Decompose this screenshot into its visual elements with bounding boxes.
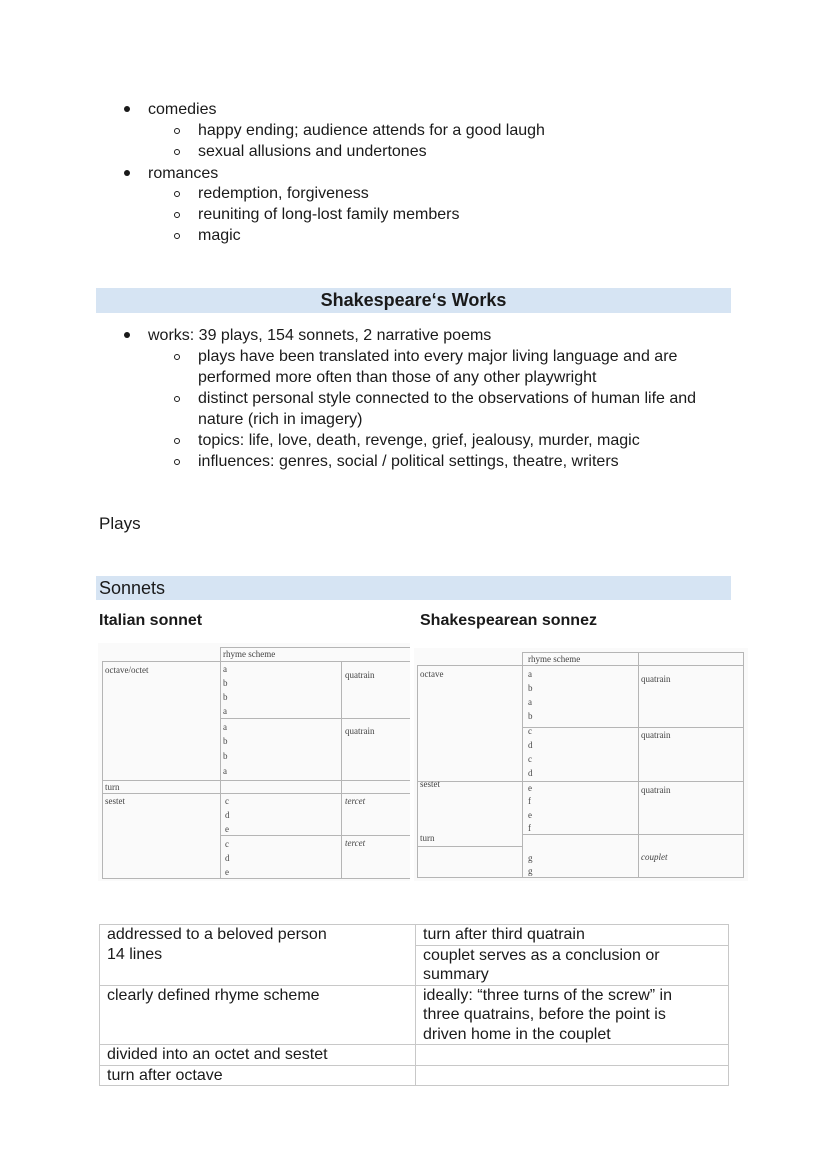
rhyme-letter: d xyxy=(225,810,230,820)
sub-bullet-icon xyxy=(174,128,180,134)
rhyme-letter: f xyxy=(528,823,531,833)
table-border xyxy=(417,846,523,847)
rhyme-letter: c xyxy=(225,839,229,849)
genre-romances: romances xyxy=(148,165,219,182)
plays-heading: Plays xyxy=(99,514,141,533)
sub-bullet-icon xyxy=(174,354,180,360)
table-cell xyxy=(416,1065,729,1086)
shakespearean-rhyme-table xyxy=(414,648,748,881)
sonnets-heading-band xyxy=(96,576,731,600)
table-cell xyxy=(100,985,416,1045)
works-point: influences: genres, social / political settings, theatre, writers xyxy=(198,453,619,470)
group-label: quatrain xyxy=(345,726,375,736)
group-label: quatrain xyxy=(641,674,671,684)
cell-line: driven home in the couplet xyxy=(423,1025,611,1043)
table-row xyxy=(100,985,729,1045)
table-border xyxy=(417,665,744,666)
group-label: quatrain xyxy=(345,670,375,680)
rhyme-letter: d xyxy=(528,768,533,778)
cell-line: turn after third quatrain xyxy=(423,926,585,943)
rhyme-letter: c xyxy=(528,754,532,764)
sub-bullet-icon xyxy=(174,233,180,239)
table-border xyxy=(522,727,744,728)
rhyme-letter: e xyxy=(225,867,229,877)
rhyme-letter: b xyxy=(223,736,228,746)
rhyme-letter: e xyxy=(225,824,229,834)
sub-bullet-icon xyxy=(174,459,180,465)
table-border xyxy=(341,661,342,879)
table-border xyxy=(102,661,410,662)
works-heading-band xyxy=(96,288,731,313)
works-heading: Shakespeare‘s Works xyxy=(320,290,507,310)
cell-line: turn after octave xyxy=(107,1066,223,1084)
table-border xyxy=(522,652,744,653)
table-cell xyxy=(416,985,729,1045)
table-border xyxy=(102,878,410,879)
cell-line: summary xyxy=(423,966,489,983)
romances-point: magic xyxy=(198,227,241,244)
group-label: quatrain xyxy=(641,730,671,740)
rhyme-letter: a xyxy=(223,706,227,716)
table-cell xyxy=(100,925,416,986)
works-point: topics: life, love, death, revenge, grief, jealousy, murder, magic xyxy=(198,432,640,449)
sestet-label: sestet xyxy=(105,796,125,806)
rhyme-letter: b xyxy=(223,678,228,688)
table-cell xyxy=(100,1065,416,1086)
table-border xyxy=(102,780,410,781)
works-point: plays have been translated into every major living language and are xyxy=(198,348,678,365)
table-border xyxy=(522,652,523,878)
sonnet-comparison-table xyxy=(99,924,729,1086)
sub-bullet-icon xyxy=(174,191,180,197)
rhyme-letter: a xyxy=(223,664,227,674)
table-row xyxy=(100,1045,729,1066)
comedies-point: sexual allusions and undertones xyxy=(198,143,427,160)
sonnets-heading: Sonnets xyxy=(99,578,166,598)
table-cell xyxy=(100,1045,416,1066)
group-label: couplet xyxy=(641,852,668,862)
sub-bullet-icon xyxy=(174,438,180,444)
table-cell xyxy=(416,925,729,986)
works-bullet: works: 39 plays, 154 sonnets, 2 narrative poems xyxy=(148,327,492,344)
rhyme-letter: b xyxy=(223,692,228,702)
rhyme-letter: a xyxy=(223,722,227,732)
works-point-cont: performed more often than those of any other playwright xyxy=(198,369,597,386)
rhyme-letter: d xyxy=(528,740,533,750)
table-border xyxy=(417,781,744,782)
bullet-icon xyxy=(124,332,130,338)
bullet-icon xyxy=(124,170,130,176)
table-row xyxy=(100,1065,729,1086)
cell-line: clearly defined rhyme scheme xyxy=(107,986,320,1004)
turn-label: turn xyxy=(420,833,435,843)
rhyme-letter: d xyxy=(225,853,230,863)
table-border xyxy=(220,647,221,879)
group-label: quatrain xyxy=(641,785,671,795)
romances-point: redemption, forgiveness xyxy=(198,185,369,202)
table-border xyxy=(417,877,744,878)
rhyme-scheme-header: rhyme scheme xyxy=(528,654,581,664)
cell-line: ideally: “three turns of the screw” in xyxy=(423,986,672,1004)
rhyme-letter: c xyxy=(225,796,229,806)
octave-label: octave xyxy=(420,669,444,679)
rhyme-letter: b xyxy=(223,751,228,761)
turn-label: turn xyxy=(105,782,120,792)
works-point-cont: nature (rich in imagery) xyxy=(198,411,363,428)
sub-bullet-icon xyxy=(174,396,180,402)
table-row xyxy=(100,925,729,986)
works-point: distinct personal style connected to the observations of human life and xyxy=(198,390,697,407)
table-border xyxy=(220,718,410,719)
octave-label: octave/octet xyxy=(105,665,149,675)
group-label: tercet xyxy=(345,838,366,848)
table-border xyxy=(638,652,639,878)
rhyme-letter: e xyxy=(528,810,532,820)
rhyme-letter: b xyxy=(528,711,533,721)
italian-sonnet-title: Italian sonnet xyxy=(99,612,203,629)
comedies-point: happy ending; audience attends for a good laugh xyxy=(198,122,545,139)
rhyme-letter: g xyxy=(528,853,533,863)
sub-bullet-icon xyxy=(174,212,180,218)
romances-point: reuniting of long-lost family members xyxy=(198,206,460,223)
rhyme-letter: a xyxy=(528,669,532,679)
table-border xyxy=(102,661,103,879)
table-border xyxy=(220,647,410,648)
group-label: tercet xyxy=(345,796,366,806)
cell-line: three quatrains, before the point is xyxy=(423,1006,666,1023)
cell-line: addressed to a beloved person xyxy=(107,926,327,943)
table-border xyxy=(522,834,744,835)
shakespearean-sonnet-title: Shakespearean sonnez xyxy=(420,612,597,629)
rhyme-letter: f xyxy=(528,796,531,806)
table-cell xyxy=(416,1045,729,1066)
rhyme-letter: b xyxy=(528,683,533,693)
rhyme-letter: a xyxy=(528,697,532,707)
table-border xyxy=(743,652,744,878)
table-border xyxy=(220,835,410,836)
sestet-label: sestet xyxy=(420,779,440,789)
rhyme-letter: g xyxy=(528,866,533,876)
rhyme-letter: e xyxy=(528,783,532,793)
genre-comedies: comedies xyxy=(148,101,217,118)
cell-line: 14 lines xyxy=(107,945,163,963)
rhyme-letter: a xyxy=(223,766,227,776)
cell-line: divided into an octet and sestet xyxy=(107,1046,328,1063)
table-border xyxy=(102,793,410,794)
sub-bullet-icon xyxy=(174,149,180,155)
rhyme-scheme-header: rhyme scheme xyxy=(223,649,276,659)
table-border xyxy=(417,665,418,878)
cell-line: couplet serves as a conclusion or xyxy=(416,945,728,966)
bullet-icon xyxy=(124,106,130,112)
italian-rhyme-table xyxy=(98,643,410,881)
rhyme-letter: c xyxy=(528,726,532,736)
